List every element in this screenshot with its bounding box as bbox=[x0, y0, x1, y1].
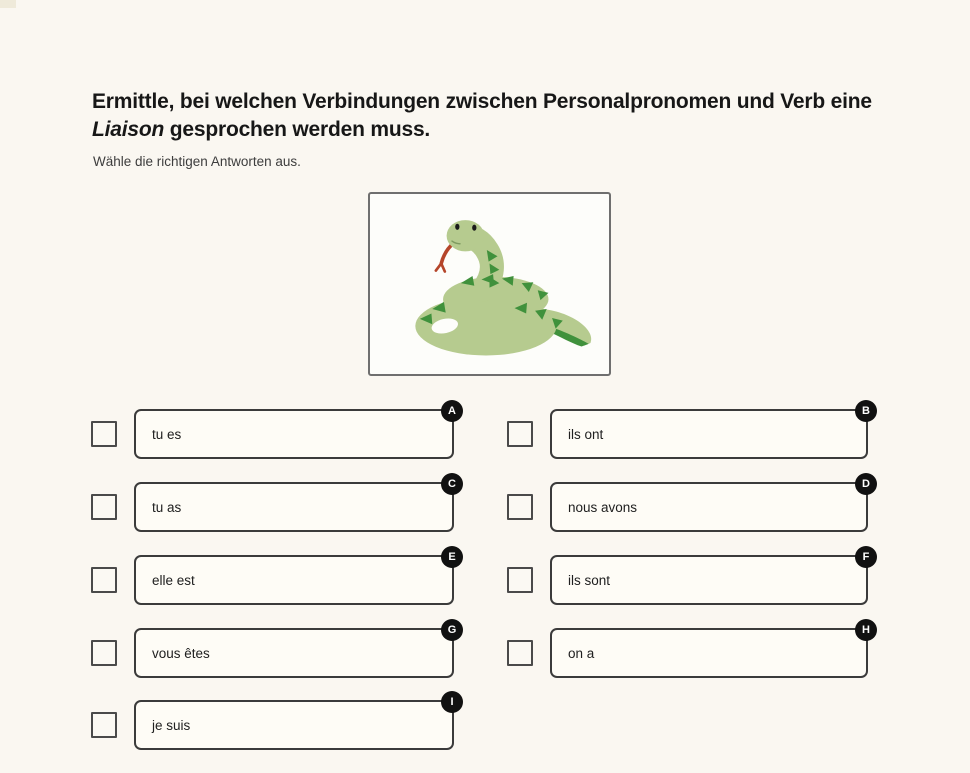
answer-option-h bbox=[507, 623, 870, 678]
answer-label: ils sont bbox=[568, 572, 611, 588]
checkbox-option-i[interactable] bbox=[91, 712, 117, 738]
corner-artifact bbox=[0, 0, 16, 8]
answer-label: ils ont bbox=[568, 426, 604, 442]
answer-box-b[interactable] bbox=[550, 404, 870, 459]
answer-option-g bbox=[91, 623, 457, 678]
answer-box-g[interactable] bbox=[134, 623, 457, 678]
answer-label: nous avons bbox=[568, 499, 638, 515]
answer-label: tu as bbox=[152, 499, 182, 515]
answer-label: elle est bbox=[152, 572, 195, 588]
checkbox-option-d[interactable] bbox=[507, 494, 533, 520]
answer-label: tu es bbox=[152, 426, 182, 442]
question-title-part2: gesprochen werden muss. bbox=[164, 118, 431, 141]
answer-box-a[interactable] bbox=[134, 404, 456, 459]
checkbox-option-b[interactable] bbox=[507, 421, 533, 447]
checkbox-option-e[interactable] bbox=[91, 567, 117, 593]
answer-box-e[interactable] bbox=[134, 550, 456, 605]
letter-badge-b: B bbox=[855, 400, 877, 422]
letter-badge-a: A bbox=[441, 400, 463, 422]
answer-box-c[interactable] bbox=[134, 477, 456, 532]
question-instruction: Wähle die richtigen Antworten aus. bbox=[93, 154, 301, 169]
letter-badge-g: G bbox=[441, 619, 463, 641]
letter-badge-e: E bbox=[441, 546, 463, 568]
letter-badge-f: F bbox=[855, 546, 877, 568]
snake-image-card bbox=[368, 192, 611, 376]
answer-box-f[interactable] bbox=[550, 550, 870, 605]
letter-badge-c: C bbox=[441, 473, 463, 495]
answer-label: on a bbox=[568, 645, 595, 661]
answer-box-d[interactable] bbox=[550, 477, 870, 532]
answer-option-a bbox=[91, 404, 456, 459]
checkbox-option-h[interactable] bbox=[507, 640, 533, 666]
checkbox-option-c[interactable] bbox=[91, 494, 117, 520]
question-title-part1: Ermittle, bei welchen Verbindungen zwischen Personalpronomen und Verb eine bbox=[92, 90, 872, 113]
answer-option-b bbox=[507, 404, 870, 459]
question-title bbox=[92, 88, 882, 144]
question-title-italic-term: Liaison bbox=[92, 118, 165, 141]
answer-option-c bbox=[91, 477, 456, 532]
answer-label: vous êtes bbox=[152, 645, 210, 661]
snake-illustration-icon bbox=[382, 200, 597, 368]
answer-label: je suis bbox=[152, 717, 191, 733]
checkbox-option-f[interactable] bbox=[507, 567, 533, 593]
answer-option-d bbox=[507, 477, 870, 532]
answer-option-f bbox=[507, 550, 870, 605]
letter-badge-i: I bbox=[441, 691, 463, 713]
letter-badge-h: H bbox=[855, 619, 877, 641]
letter-badge-d: D bbox=[855, 473, 877, 495]
answer-box-h[interactable] bbox=[550, 623, 870, 678]
checkbox-option-g[interactable] bbox=[91, 640, 117, 666]
answer-box-i[interactable] bbox=[134, 695, 454, 750]
checkbox-option-a[interactable] bbox=[91, 421, 117, 447]
answer-option-i bbox=[91, 695, 454, 750]
answer-option-e bbox=[91, 550, 456, 605]
